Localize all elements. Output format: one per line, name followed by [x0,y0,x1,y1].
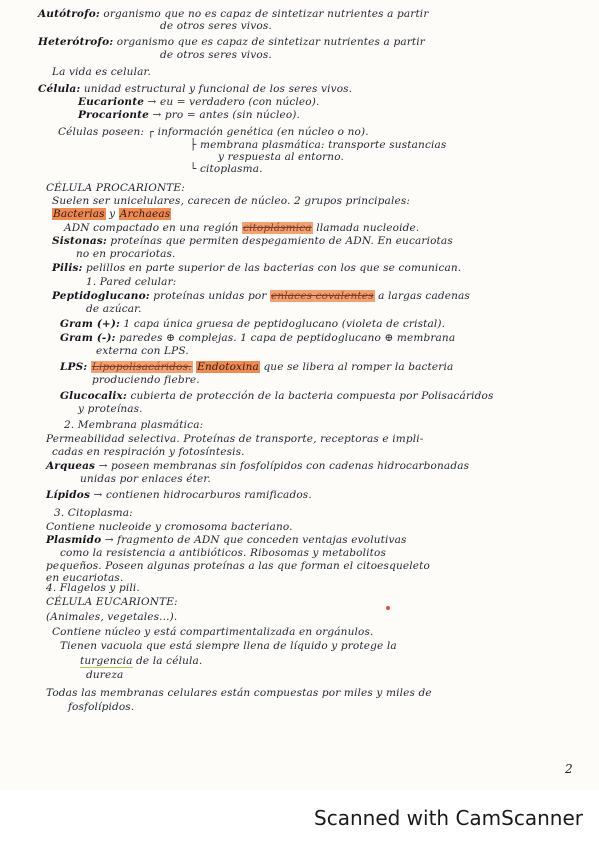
note-line [52,626,374,638]
note-line [46,433,423,445]
note-text: └ citoplasma. [190,163,263,175]
note-text: no en procariotas. [76,248,176,260]
note-text: (Animales, vegetales...). [46,611,178,623]
note-line [46,460,469,472]
note-text: → poseen membranas sin fosfolípidos con cadenas hidrocarbonadas [95,460,470,472]
note-line [60,318,445,330]
note-text: 1. Pared celular: [86,276,177,288]
note-text: → fragmento de ADN que conceden ventajas evolutivas [101,534,407,546]
note-line [46,582,140,594]
note-text: pequeños. Poseen algunas proteínas a las que forman el citoesqueleto [46,560,430,572]
note-text: paredes ⊕ complejas. 1 capa de peptidoglucano ⊕ membrana [115,332,456,344]
note-text: CÉLULA PROCARIONTE: [46,182,185,194]
term-label: LPS: [60,361,88,373]
term-label: Glucocalix: [60,390,127,402]
note-line [52,446,245,458]
note-text: y respuesta al entorno. [218,151,344,163]
note-line [60,361,453,373]
note-line [68,701,134,713]
note-line [190,163,263,175]
note-text: de azúcar. [86,303,142,315]
note-line [46,687,432,699]
note-line [46,611,177,623]
note-text: Todas las membranas celulares están compuestas por miles y miles de [46,687,432,699]
note-line [86,669,123,681]
note-line [80,655,202,667]
term-label: Eucarionte [78,96,145,108]
note-text: organismo que no es capaz de sintetizar nutrientes a partir [99,8,429,20]
note-text: 1 capa única gruesa de peptidoglucano (violeta de cristal). [120,318,446,330]
term-label: Heterótrofo: [38,36,114,48]
note-text: unidad estructural y funcional de los seres vivos. [80,83,353,95]
note-text: llamada nucleoide. [312,222,420,234]
page-number: 2 [565,762,573,776]
term-label: Lípidos [46,489,91,501]
note-text: proteínas que permiten despegamiento de ADN. En eucariotas [106,235,453,247]
note-line [46,534,407,546]
note-line [60,547,386,559]
note-line [38,36,425,48]
note-line [54,507,133,519]
note-text: 3. Citoplasma: [54,507,133,519]
ink-dot [386,606,390,610]
note-text: de otros seres vivos. [160,49,272,61]
note-text: 4. Flagelos y pili. [46,582,140,594]
struck-highlight: enlaces covalentes [270,290,374,302]
note-line [60,390,494,402]
note-text: cadas en respiración y fotosíntesis. [52,446,245,458]
note-text: Contiene nucleoide y cromosoma bacteriano. [46,521,293,533]
note-text: CÉLULA EUCARIONTE: [46,596,178,608]
note-text: produciendo fiebre. [92,374,200,386]
scanner-footer [0,790,599,848]
note-text: organismo que es capaz de sintetizar nutrientes a partir [113,36,425,48]
note-line [160,49,272,61]
note-text: cubierta de protección de la bacteria compuesta por Polisacáridos [126,390,494,402]
term-label: Célula: [38,83,81,95]
note-text: y proteínas. [78,403,143,415]
term-label: Arqueas [46,460,96,472]
note-text: → contienen hidrocarburos ramificados. [90,489,312,501]
note-line [86,276,176,288]
term-label: Plasmido [46,534,102,546]
note-line [60,640,397,652]
note-text: ADN compactado en una región [64,222,242,234]
note-line [64,222,419,234]
note-text: unidas por enlaces éter. [80,473,211,485]
note-text: externa con LPS. [96,345,189,357]
note-text: Células poseen: ┌ información genética (en núcleo o no). [58,126,369,138]
note-line [160,20,272,32]
note-text: Contiene núcleo y está compartimentalizada en orgánulos. [52,626,374,638]
note-text: → eu = verdadero (con núcleo). [144,96,320,108]
note-line [78,109,300,121]
note-line [46,560,430,572]
note-text: de otros seres vivos. [160,20,272,32]
note-text: La vida es celular. [52,66,152,78]
note-text: → pro = antes (sin núcleo). [148,109,301,121]
term-label: Autótrofo: [38,8,100,20]
term-label: Gram (-): [60,332,116,344]
note-line [46,182,185,194]
note-line [60,332,455,344]
note-line [52,235,453,247]
term-label: Pilis: [52,262,83,274]
note-text: proteínas unidas por [149,290,270,302]
note-text: que se libera al romper la bacteria [259,361,454,373]
note-text: y [105,208,119,220]
note-line [46,521,293,533]
term-label: Gram (+): [60,318,121,330]
note-text: de la célula. [132,655,203,667]
note-line [80,473,211,485]
note-line [190,139,446,151]
note-line [218,151,344,163]
note-line [52,290,470,302]
note-text: Tienen vacuola que está siempre llena de líquido y protege la [60,640,397,652]
note-text: a largas cadenas [374,290,470,302]
note-text: fosfolípidos. [68,701,135,713]
note-text: en eucariotas. [46,572,124,584]
term-label: Sistonas: [52,235,107,247]
note-line [58,126,369,138]
note-line [96,345,189,357]
note-text: dureza [86,669,124,681]
term-label: Peptidoglucano: [52,290,150,302]
highlighted-term: Archaeas [119,208,171,220]
struck-highlight: Lipopolisacáridos. [91,361,192,373]
note-line [38,83,352,95]
note-line [52,208,171,220]
note-line [78,96,320,108]
note-text: Permeabilidad selectiva. Proteínas de transporte, receptoras e impli- [46,433,424,445]
note-text: como la resistencia a antibióticos. Ribosomas y metabolitos [60,547,387,559]
term-label: Procarionte [78,109,149,121]
note-text: pelillos en parte superior de las bacterias con los que se comunican. [82,262,462,274]
struck-highlight: citoplásmica [242,222,312,234]
note-line [52,66,151,78]
note-text: ├ membrana plasmática: transporte sustancias [190,139,447,151]
scanner-label: Scanned with CamScanner [314,806,583,830]
underlined-term: turgencia [80,655,133,667]
highlighted-term: Endotoxina [197,361,259,373]
note-line [76,248,176,260]
note-line [46,596,178,608]
note-line [38,8,429,20]
note-line [86,303,142,315]
note-line [78,403,143,415]
note-text: Suelen ser unicelulares, carecen de núcleo. 2 grupos principales: [52,195,411,207]
note-line [52,262,461,274]
note-line [52,195,410,207]
note-line [92,374,200,386]
note-line [46,489,312,501]
note-text: 2. Membrana plasmática: [64,419,204,431]
highlighted-term: Bacterias [53,208,105,220]
note-line [64,419,203,431]
